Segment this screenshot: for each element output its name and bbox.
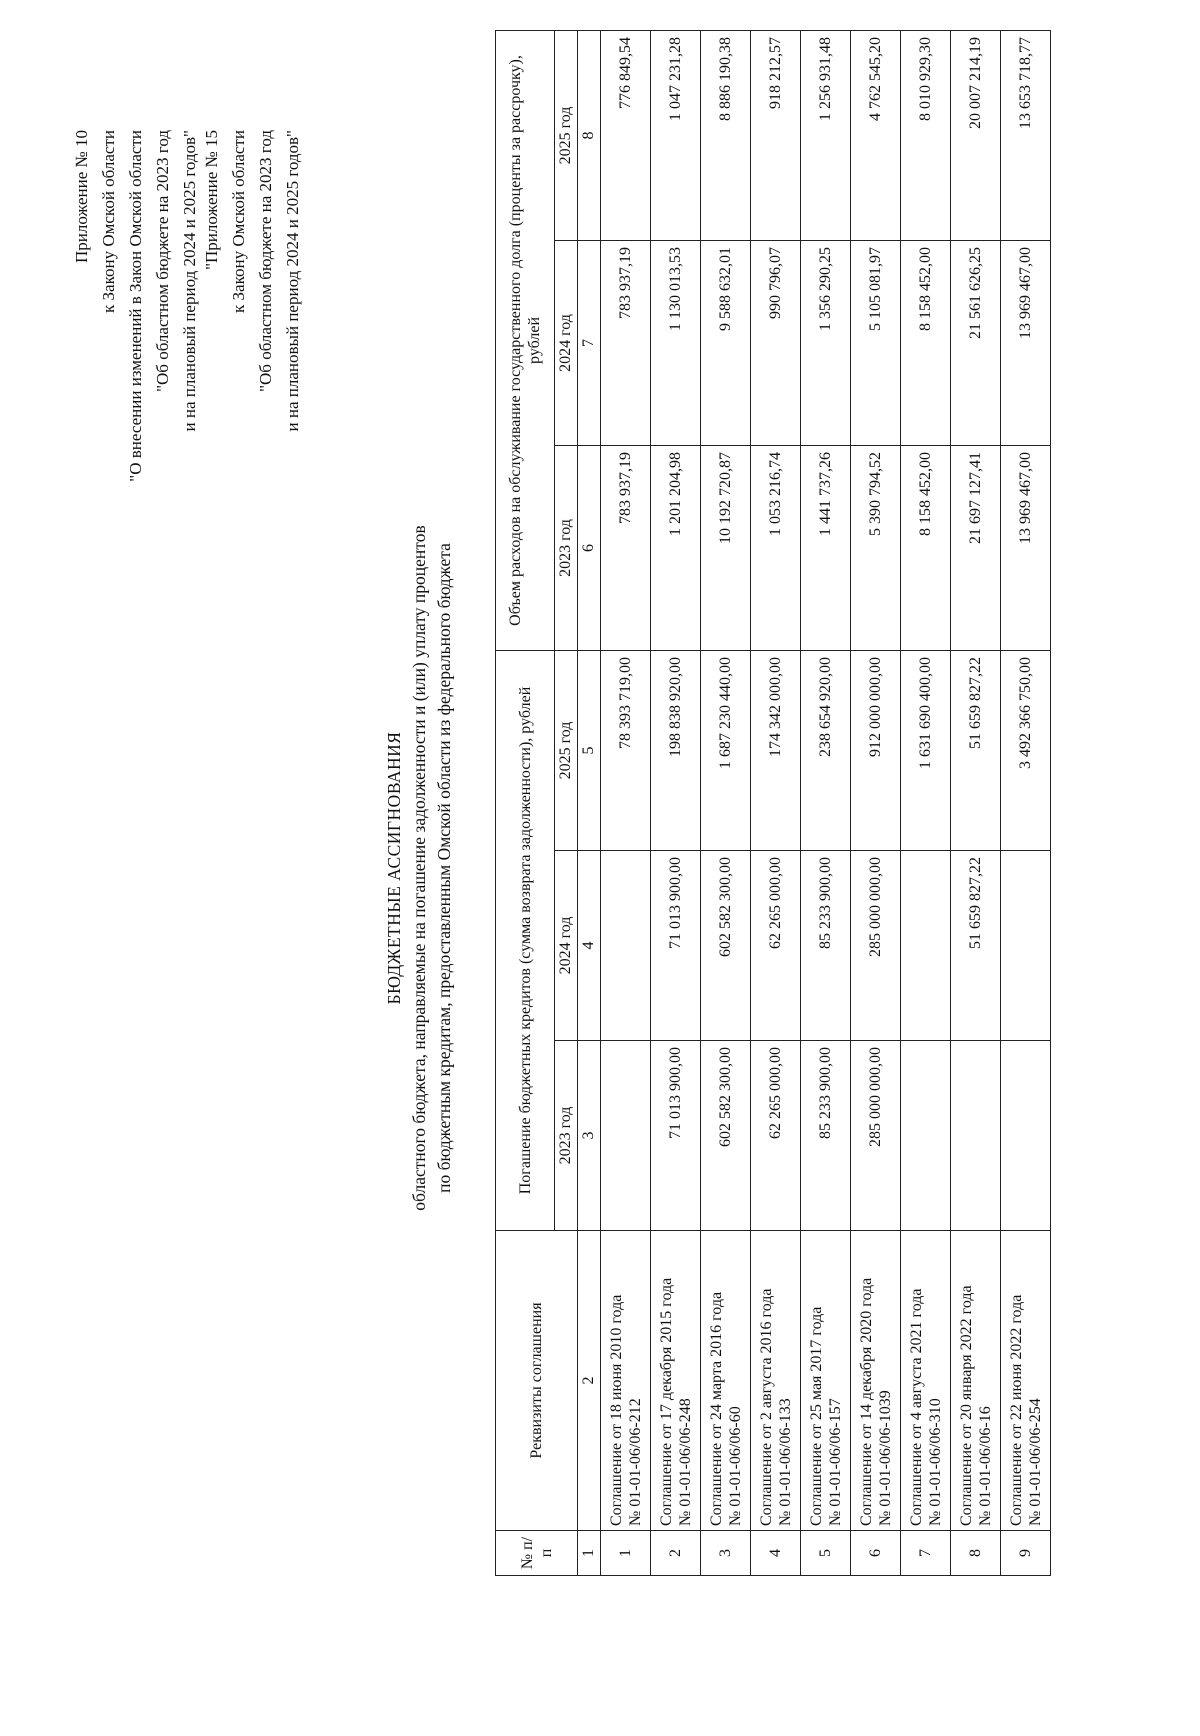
servicing-2024: 13 969 467,00 — [1001, 240, 1051, 445]
agreement-date: Соглашение от 2 августа 2016 года — [757, 1288, 775, 1526]
table-row — [701, 30, 751, 1575]
agreement-details — [951, 1231, 1001, 1531]
servicing-2023: 783 937,19 — [601, 445, 651, 650]
servicing-2025: 20 007 214,19 — [951, 30, 1001, 240]
column-number: 4 — [578, 851, 601, 1041]
agreement-details — [901, 1231, 951, 1531]
header-servicing: Объем расходов на обслуживание государственного долга (проценты за рассрочку), рублей — [496, 30, 555, 650]
agreement-details — [701, 1231, 751, 1531]
column-number: 5 — [578, 650, 601, 850]
repayment-2023: 85 233 900,00 — [801, 1041, 851, 1231]
servicing-2025: 918 212,57 — [751, 30, 801, 240]
agreement-date: Соглашение от 22 июня 2022 года — [1007, 1294, 1025, 1526]
repayment-2025: 3 492 366 750,00 — [1001, 650, 1051, 850]
repayment-2025: 912 000 000,00 — [851, 650, 901, 850]
table-row — [751, 30, 801, 1575]
repayment-2025: 238 654 920,00 — [801, 650, 851, 850]
agreement-details — [751, 1231, 801, 1531]
header-servicing-2024: 2024 год — [555, 240, 578, 445]
agreement-number: № 01-01-06/06-254 — [1026, 1398, 1044, 1526]
annex-planning-period: и на плановый период 2024 и 2025 годов" — [180, 130, 199, 432]
agreement-date: Соглашение от 4 августа 2021 года — [907, 1288, 925, 1526]
servicing-2024: 5 105 081,97 — [851, 240, 901, 445]
agreement-number: № 01-01-06/06-16 — [976, 1406, 994, 1526]
agreement-details — [851, 1231, 901, 1531]
agreement-details — [601, 1231, 651, 1531]
servicing-2025: 1 256 931,48 — [801, 30, 851, 240]
agreement-details — [1001, 1231, 1051, 1531]
agreement-details — [651, 1231, 701, 1531]
column-number: 7 — [578, 240, 601, 445]
row-number: 3 — [701, 1531, 751, 1576]
annex-number: "Приложение № 15 — [202, 130, 221, 270]
document-title-block — [382, 0, 457, 1736]
header-num: № п/п — [496, 1531, 578, 1576]
servicing-2023: 21 697 127,41 — [951, 445, 1001, 650]
servicing-2024: 990 796,07 — [751, 240, 801, 445]
repayment-2025: 51 659 827,22 — [951, 650, 1001, 850]
repayment-2025: 198 838 920,00 — [651, 650, 701, 850]
annex-law-ref: к Закону Омской области — [229, 130, 248, 313]
servicing-2025: 8 010 929,30 — [901, 30, 951, 240]
column-number: 8 — [578, 30, 601, 240]
repayment-2024: 85 233 900,00 — [801, 851, 851, 1041]
header-repayment-2024: 2024 год — [555, 851, 578, 1041]
annex-header-current — [68, 130, 203, 482]
repayment-2024 — [601, 851, 651, 1041]
table-header-row — [496, 30, 555, 1575]
repayment-2025: 1 631 690 400,00 — [901, 650, 951, 850]
repayment-2023: 602 582 300,00 — [701, 1041, 751, 1231]
repayment-2025: 78 393 719,00 — [601, 650, 651, 850]
table-row — [601, 30, 651, 1575]
row-number: 6 — [851, 1531, 901, 1576]
repayment-2025: 174 342 000,00 — [751, 650, 801, 850]
agreement-number: № 01-01-06/06-133 — [776, 1398, 794, 1526]
servicing-2023: 1 053 216,74 — [751, 445, 801, 650]
row-number: 1 — [601, 1531, 651, 1576]
annex-planning-period: и на плановый период 2024 и 2025 годов" — [283, 130, 302, 432]
agreement-number: № 01-01-06/06-60 — [726, 1406, 744, 1526]
servicing-2025: 1 047 231,28 — [651, 30, 701, 240]
annex-budget-law-title: "Об областном бюджете на 2023 год — [153, 130, 172, 392]
servicing-2024: 8 158 452,00 — [901, 240, 951, 445]
table-row — [851, 30, 901, 1575]
servicing-2024: 1 130 013,53 — [651, 240, 701, 445]
annex-number: Приложение № 10 — [72, 130, 91, 263]
row-number: 9 — [1001, 1531, 1051, 1576]
table-column-numbers-row — [578, 30, 601, 1575]
servicing-2023: 8 158 452,00 — [901, 445, 951, 650]
table-row — [651, 30, 701, 1575]
column-number: 3 — [578, 1041, 601, 1231]
column-number: 1 — [578, 1531, 601, 1576]
header-agreement: Реквизиты соглашения — [496, 1231, 578, 1531]
repayment-2023 — [601, 1041, 651, 1231]
appropriations-table — [495, 30, 1051, 1576]
servicing-2025: 13 653 718,77 — [1001, 30, 1051, 240]
agreement-date: Соглашение от 14 декабря 2020 года — [857, 1277, 875, 1526]
column-number: 2 — [578, 1231, 601, 1531]
repayment-2025: 1 687 230 440,00 — [701, 650, 751, 850]
repayment-2023 — [901, 1041, 951, 1231]
agreement-date: Соглашение от 24 марта 2016 года — [707, 1291, 725, 1526]
agreement-date: Соглашение от 17 декабря 2015 года — [657, 1277, 675, 1526]
repayment-2024: 51 659 827,22 — [951, 851, 1001, 1041]
agreement-number: № 01-01-06/06-157 — [826, 1398, 844, 1526]
header-servicing-2025: 2025 год — [555, 30, 578, 240]
header-repayment-2025: 2025 год — [555, 650, 578, 850]
row-number: 8 — [951, 1531, 1001, 1576]
header-repayment: Погашение бюджетных кредитов (сумма возврата задолженности), рублей — [496, 650, 555, 1230]
repayment-2024: 62 265 000,00 — [751, 851, 801, 1041]
repayment-2024: 602 582 300,00 — [701, 851, 751, 1041]
document-subtitle-line-1: областного бюджета, направляемые на погашение задолженности и (или) уплату процентов — [409, 525, 429, 1211]
table-row — [1001, 30, 1051, 1575]
servicing-2023: 13 969 467,00 — [1001, 445, 1051, 650]
repayment-2024: 71 013 900,00 — [651, 851, 701, 1041]
repayment-2023: 62 265 000,00 — [751, 1041, 801, 1231]
agreement-details — [801, 1231, 851, 1531]
servicing-2023: 1 441 737,26 — [801, 445, 851, 650]
repayment-2024 — [901, 851, 951, 1041]
agreement-number: № 01-01-06/06-1039 — [876, 1390, 894, 1526]
repayment-2024 — [1001, 851, 1051, 1041]
servicing-2023: 10 192 720,87 — [701, 445, 751, 650]
servicing-2024: 9 588 632,01 — [701, 240, 751, 445]
agreement-date: Соглашение от 25 мая 2017 года — [807, 1306, 825, 1526]
annex-header-original — [198, 130, 306, 431]
table-body — [601, 30, 1051, 1575]
annex-budget-law-title: "Об областном бюджете на 2023 год — [256, 130, 275, 392]
agreement-number: № 01-01-06/06-212 — [626, 1398, 644, 1526]
servicing-2025: 776 849,54 — [601, 30, 651, 240]
servicing-2024: 21 561 626,25 — [951, 240, 1001, 445]
agreement-number: № 01-01-06/06-248 — [676, 1398, 694, 1526]
table-row — [901, 30, 951, 1575]
repayment-2024: 285 000 000,00 — [851, 851, 901, 1041]
annex-amendment-ref: "О внесении изменений в Закон Омской области — [126, 130, 145, 482]
table-row — [801, 30, 851, 1575]
repayment-2023 — [951, 1041, 1001, 1231]
servicing-2025: 8 886 190,38 — [701, 30, 751, 240]
repayment-2023: 71 013 900,00 — [651, 1041, 701, 1231]
header-repayment-2023: 2023 год — [555, 1041, 578, 1231]
servicing-2023: 1 201 204,98 — [651, 445, 701, 650]
header-servicing-2023: 2023 год — [555, 445, 578, 650]
agreement-date: Соглашение от 20 января 2022 года — [957, 1285, 975, 1526]
annex-law-ref: к Закону Омской области — [99, 130, 118, 313]
servicing-2024: 783 937,19 — [601, 240, 651, 445]
agreement-number: № 01-01-06/06-310 — [926, 1398, 944, 1526]
repayment-2023 — [1001, 1041, 1051, 1231]
servicing-2024: 1 356 290,25 — [801, 240, 851, 445]
row-number: 7 — [901, 1531, 951, 1576]
agreement-date: Соглашение от 18 июня 2010 года — [607, 1294, 625, 1526]
servicing-2023: 5 390 794,52 — [851, 445, 901, 650]
table-row — [951, 30, 1001, 1575]
repayment-2023: 285 000 000,00 — [851, 1041, 901, 1231]
row-number: 4 — [751, 1531, 801, 1576]
row-number: 5 — [801, 1531, 851, 1576]
servicing-2025: 4 762 545,20 — [851, 30, 901, 240]
document-title: БЮДЖЕТНЫЕ АССИГНОВАНИЯ — [384, 731, 404, 1005]
row-number: 2 — [651, 1531, 701, 1576]
column-number: 6 — [578, 445, 601, 650]
document-subtitle-line-2: по бюджетным кредитам, предоставленным Омской области из федерального бюджета — [434, 543, 454, 1193]
